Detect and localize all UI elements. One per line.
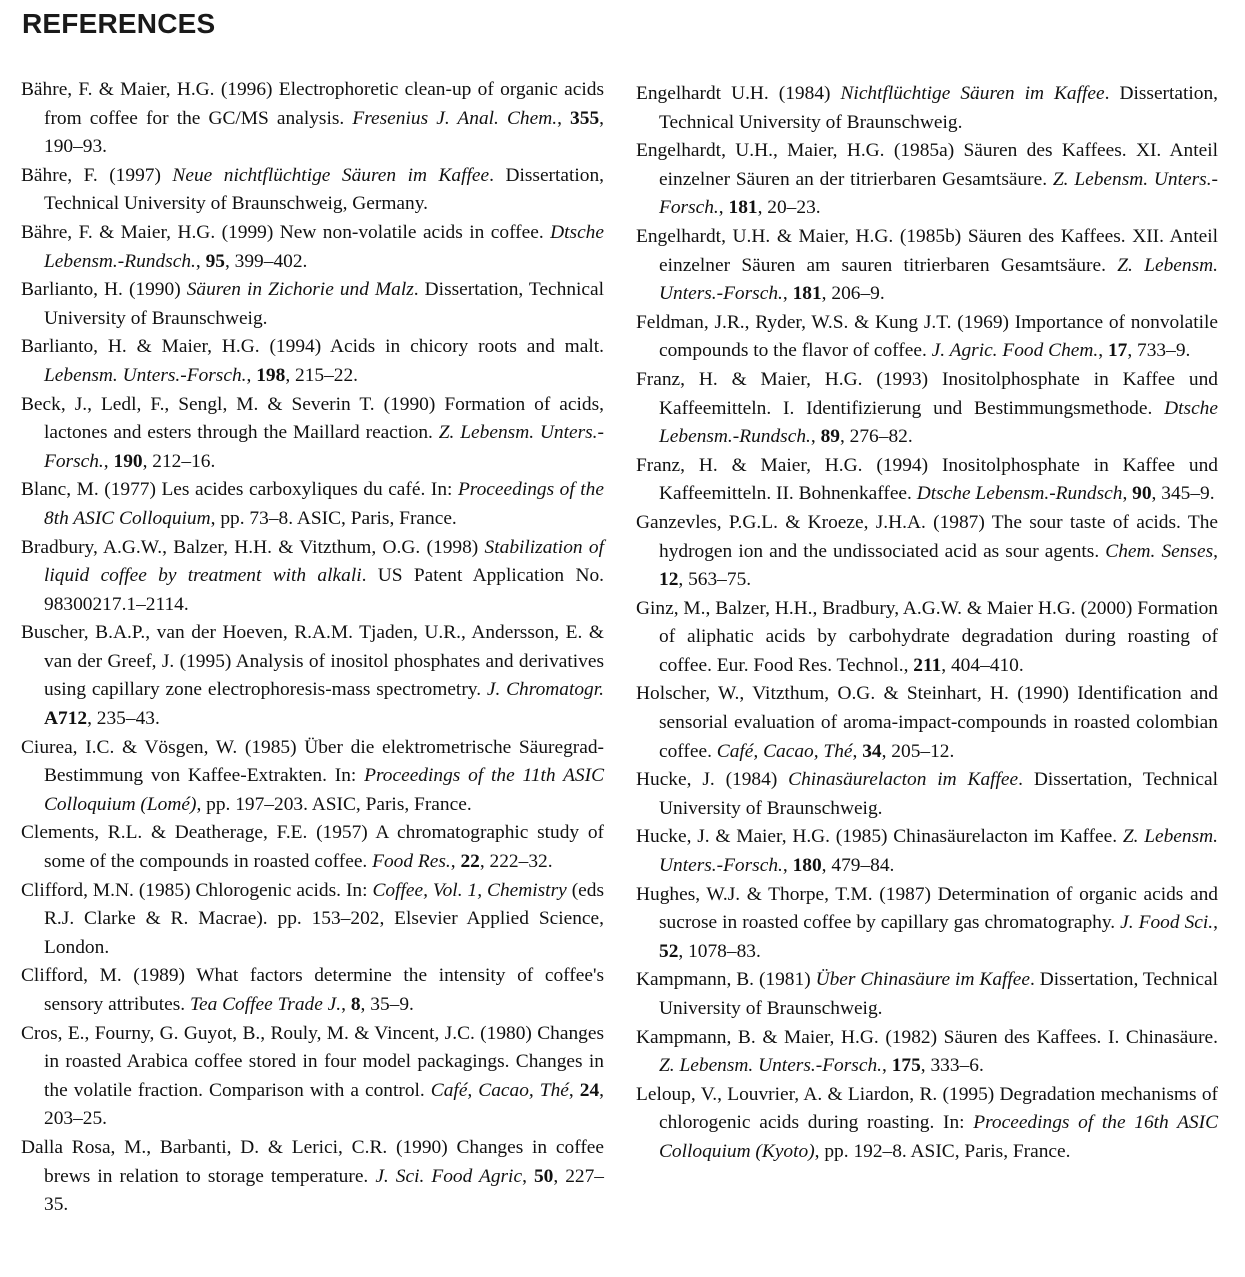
reference-italic-segment: Z. Lebensm. Unters.-Forsch.: [659, 168, 1218, 219]
reference-text: Kampmann, B. (1981): [636, 969, 816, 991]
reference-italic-segment: Z. Lebensm. Unters.-Forsch.: [659, 1055, 882, 1077]
reference-italic-segment: J. Food Sci.: [1120, 912, 1214, 934]
reference-volume: 181: [728, 197, 758, 219]
reference-text: Engelhardt, U.H., Maier, H.G. (1985a) Säuren des Kaffees. XI. Anteil einzelner Säuren an der titrierbaren Gesamtsäure.: [636, 140, 1218, 190]
reference-italic-segment: Z. Lebensm. Unters.-Forsch.: [44, 422, 604, 472]
reference-entry: [636, 881, 1218, 967]
reference-text: Bähre, F. & Maier, H.G. (1996) Electrophoretic clean-up of organic acids from coffee for the GC/MS analysis.: [21, 79, 604, 129]
reference-text: Hucke, J. (1984): [636, 769, 789, 791]
reference-entry: [21, 276, 604, 333]
reference-text: ,: [718, 197, 729, 219]
reference-italic-segment: Z. Lebensm. Unters.-Forsch.: [659, 254, 1219, 305]
reference-italic-segment: Säuren in Zichorie und Malz: [186, 279, 414, 301]
reference-volume: 34: [862, 740, 882, 762]
reference-volume: A712: [44, 708, 88, 730]
reference-text: , 399–402.: [224, 250, 308, 272]
reference-italic-segment: Food Res.: [372, 851, 451, 873]
reference-text: , pp. 197–203. ASIC, Paris, France.: [196, 793, 472, 815]
reference-entry: [636, 823, 1218, 880]
reference-text: . Dissertation, Technical University of Braunschweig.: [659, 83, 1219, 133]
reference-text: , 222–32.: [479, 851, 553, 873]
reference-italic-segment: Dtsche Lebensm.-Rundsch.: [44, 221, 604, 272]
reference-text: ,: [1213, 912, 1218, 934]
reference-text: , 563–75.: [678, 569, 752, 591]
reference-text: ,: [522, 1165, 534, 1187]
reference-text: , 205–12.: [881, 740, 955, 762]
reference-text: , pp. 73–8. ASIC, Paris, France.: [210, 507, 457, 529]
reference-entry: [636, 595, 1218, 681]
reference-entry: [636, 509, 1218, 595]
reference-text: Clifford, M.N. (1985) Chlorogenic acids. In:: [21, 879, 373, 901]
reference-volume: 17: [1107, 340, 1128, 362]
reference-volume: 89: [820, 426, 840, 448]
reference-text: . US Patent Application No. 98300217.1–2114.: [44, 565, 604, 615]
reference-italic-segment: J. Sci. Food Agric: [375, 1165, 523, 1187]
reference-text: ,: [103, 450, 114, 472]
reference-text: . Dissertation, Technical University of Braunschweig.: [659, 769, 1218, 819]
reference-text: ,: [1122, 483, 1133, 505]
reference-entry: [636, 366, 1218, 452]
reference-italic-segment: Dtsche Lebensm.-Rundsch.: [659, 397, 1218, 448]
reference-volume: 8: [350, 994, 361, 1015]
reference-text: Bradbury, A.G.W., Balzer, H.H. & Vitzthum, O.G. (1998): [21, 536, 485, 558]
reference-italic-segment: Tea Coffee Trade J.: [189, 994, 342, 1015]
reference-entry: [21, 391, 604, 477]
reference-italic-segment: Lebensm. Unters.-Forsch.: [44, 364, 247, 386]
reference-entry: [21, 76, 604, 162]
reference-text: , 215–22.: [285, 364, 359, 386]
reference-text: Hughes, W.J. & Thorpe, T.M. (1987) Determination of organic acids and sucrose in roasted coffee by capillary gas chromatography.: [636, 883, 1218, 934]
reference-entry: [21, 619, 604, 733]
page-title: REFERENCES: [22, 8, 216, 39]
reference-text: . Dissertation, Technical University of Braunschweig.: [44, 279, 605, 329]
reference-text: Franz, H. & Maier, H.G. (1994) Inositolphosphate in Kaffee und Kaffeemitteln. II. Bohnenkaffee.: [636, 454, 1218, 505]
reference-text: ,: [1213, 540, 1218, 562]
reference-italic-segment: J. Chromatogr.: [486, 679, 604, 701]
reference-text: Engelhardt U.H. (1984): [636, 83, 841, 104]
reference-entry: [21, 877, 604, 963]
reference-volume: 95: [205, 250, 225, 272]
reference-italic-segment: Café, Cacao, Thé: [430, 1079, 569, 1101]
reference-text: Holscher, W., Vitzthum, O.G. & Steinhart, H. (1990) Identification and sensorial evaluation of aroma-impact-compounds in roasted colombian coffee.: [636, 683, 1218, 762]
reference-text: , 35–9.: [360, 994, 414, 1015]
reference-volume: 52: [659, 940, 679, 962]
reference-italic-segment: Stabilization of liquid coffee by treatment with alkali: [44, 536, 604, 587]
reference-text: (eds R.J. Clarke & R. Macrae). pp. 153–202, Elsevier Applied Science, London.: [44, 879, 605, 958]
reference-text: ,: [782, 283, 793, 305]
reference-text: . Dissertation, Technical University of Braunschweig, Germany.: [44, 164, 605, 215]
reference-text: Feldman, J.R., Ryder, W.S. & Kung J.T. (1969) Importance of nonvolatile compounds to the flavor of coffee.: [636, 311, 1218, 362]
reference-italic-segment: Café, Cacao, Thé: [716, 740, 853, 762]
reference-text: Beck, J., Ledl, F., Sengl, M. & Severin T. (1990) Formation of acids, lactones and esters through the Maillard reaction.: [21, 393, 604, 444]
reference-text: Franz, H. & Maier, H.G. (1993) Inositolphosphate in Kaffee und Kaffeemitteln. I. Identifizierung und Bestimmungsmethode.: [636, 368, 1218, 419]
reference-italic-segment: Proceedings of the 8th ASIC Colloquium: [44, 479, 604, 529]
reference-volume: 175: [891, 1055, 921, 1077]
reference-entry: [21, 1020, 604, 1134]
reference-volume: 180: [792, 855, 822, 877]
reference-text: , 20–23.: [757, 197, 821, 219]
reference-text: Dalla Rosa, M., Barbanti, D. & Lerici, C.R. (1990) Changes in coffee brews in relation to storage temperature.: [21, 1136, 604, 1187]
reference-volume: 22: [460, 851, 480, 873]
reference-text: , 479–84.: [821, 855, 895, 877]
reference-entry: [21, 819, 604, 876]
reference-text: ,: [810, 426, 821, 448]
reference-italic-segment: Proceedings of the 11th ASIC Colloquium (Lomé): [44, 765, 604, 815]
reference-entry: [636, 223, 1218, 309]
reference-italic-segment: Dtsche Lebensm.-Rundsch: [916, 483, 1123, 505]
reference-volume: 211: [913, 654, 942, 676]
reference-text: , 733–9.: [1127, 340, 1191, 362]
reference-text: , 203–25.: [44, 1079, 604, 1130]
reference-entry: [636, 766, 1218, 823]
reference-entry: [21, 1134, 604, 1220]
reference-text: Ciurea, I.C. & Vösgen, W. (1985) Über die elektrometrische Säuregrad-Bestimmung von Kaffee-Extrakten. In:: [21, 736, 604, 787]
reference-text: Cros, E., Fourny, G. Guyot, B., Rouly, M. & Vincent, J.C. (1980) Changes in roasted Arabica coffee stored in four model packagings. Changes in the volatile fraction. Comparison with a control.: [21, 1022, 604, 1101]
reference-text: Leloup, V., Louvrier, A. & Liardon, R. (1995) Degradation mechanisms of chlorogenic acids during roasting. In:: [636, 1083, 1218, 1134]
reference-entry: [21, 534, 604, 620]
reference-volume: 90: [1132, 483, 1152, 505]
reference-text: Clements, R.L. & Deatherage, F.E. (1957) A chromatographic study of some of the compounds in roasted coffee.: [21, 822, 604, 873]
reference-text: , pp. 192–8. ASIC, Paris, France.: [814, 1140, 1071, 1162]
reference-text: ,: [557, 107, 571, 129]
reference-text: ,: [450, 851, 461, 873]
reference-entry: [636, 137, 1218, 223]
reference-volume: 12: [659, 569, 679, 591]
reference-entry: [21, 476, 604, 533]
reference-text: Bähre, F. & Maier, H.G. (1999) New non-volatile acids in coffee.: [21, 221, 551, 243]
reference-text: Clifford, M. (1989) What factors determine the intensity of coffee's sensory attributes.: [21, 965, 604, 1015]
reference-text: Engelhardt, U.H. & Maier, H.G. (1985b) Säuren des Kaffees. XII. Anteil einzelner Säuren am sauren titrierbaren Gesamtsäure.: [636, 225, 1218, 276]
reference-entry: [636, 309, 1218, 366]
reference-text: , 206–9.: [821, 283, 885, 305]
reference-text: , 190–93.: [44, 107, 604, 158]
reference-text: ,: [568, 1079, 580, 1101]
reference-text: , 404–410.: [941, 654, 1024, 676]
reference-text: Barlianto, H. & Maier, H.G. (1994) Acids in chicory roots and malt.: [21, 336, 604, 358]
reference-text: ,: [246, 364, 257, 386]
reference-entry: [636, 452, 1218, 509]
reference-entry: [21, 219, 604, 276]
reference-entry: [21, 962, 604, 1019]
reference-italic-segment: Fresenius J. Anal. Chem.: [352, 107, 558, 129]
reference-text: ,: [782, 855, 793, 877]
reference-italic-segment: Neue nichtflüchtige Säuren im Kaffee: [172, 164, 490, 186]
reference-volume: 181: [792, 283, 822, 305]
reference-text: , 227–35.: [44, 1165, 605, 1216]
reference-italic-segment: Chem. Senses: [1105, 540, 1214, 562]
reference-volume: 355: [570, 107, 600, 129]
reference-italic-segment: Chinasäurelacton im Kaffee: [788, 769, 1019, 791]
reference-volume: 50: [533, 1165, 554, 1187]
reference-text: , 235–43.: [87, 708, 160, 730]
reference-volume: 24: [579, 1079, 600, 1101]
reference-text: Buscher, B.A.P., van der Hoeven, R.A.M. Tjaden, U.R., Andersson, E. & van der Greef, J. (1995) Analysis of inositol phosphates and derivatives using capillary zone electrophoresis-mass spectrometry.: [21, 622, 604, 701]
reference-italic-segment: Z. Lebensm. Unters.-Forsch.: [659, 826, 1219, 877]
reference-volume: 190: [113, 450, 143, 472]
references-column-right: [636, 80, 1218, 1167]
reference-text: Hucke, J. & Maier, H.G. (1985) Chinasäurelacton im Kaffee.: [636, 826, 1123, 848]
reference-entry: [21, 333, 604, 390]
reference-entry: [636, 1024, 1218, 1081]
reference-text: , 276–82.: [839, 426, 913, 448]
reference-text: Bähre, F. (1997): [21, 164, 173, 186]
reference-italic-segment: Proceedings of the 16th ASIC Colloquium (Kyoto): [659, 1112, 1218, 1162]
reference-entry: [21, 734, 604, 820]
reference-entry: [21, 162, 604, 219]
reference-entry: [636, 80, 1218, 137]
reference-entry: [636, 1081, 1218, 1167]
reference-italic-segment: Über Chinasäure im Kaffee: [815, 969, 1030, 991]
reference-text: Ganzevles, P.G.L. & Kroeze, J.H.A. (1987) The sour taste of acids. The hydrogen ion and the undissociated acid as sour agents.: [636, 511, 1218, 562]
reference-text: , 212–16.: [142, 450, 216, 472]
reference-text: ,: [881, 1055, 892, 1077]
reference-italic-segment: J. Agric. Food Chem.: [931, 340, 1099, 362]
reference-text: , 333–6.: [920, 1055, 984, 1077]
reference-italic-segment: Nichtflüchtige Säuren im Kaffee: [840, 83, 1105, 104]
reference-text: Blanc, M. (1977) Les acides carboxyliques du café. In:: [21, 479, 458, 501]
reference-text: ,: [852, 740, 863, 762]
reference-text: , 345–9.: [1151, 483, 1215, 505]
reference-text: Kampmann, B. & Maier, H.G. (1982) Säuren des Kaffees. I. Chinasäure.: [636, 1026, 1218, 1048]
reference-text: ,: [1098, 340, 1108, 362]
reference-text: ,: [341, 994, 351, 1015]
reference-entry: [636, 966, 1218, 1023]
reference-text: . Dissertation, Technical University of Braunschweig.: [659, 969, 1218, 1019]
reference-text: ,: [195, 250, 206, 272]
reference-text: , 1078–83.: [678, 940, 761, 962]
reference-text: Barlianto, H. (1990): [21, 279, 187, 301]
reference-italic-segment: Coffee, Vol. 1, Chemistry: [372, 879, 567, 901]
references-column-left: [21, 76, 604, 1220]
reference-entry: [636, 680, 1218, 766]
reference-volume: 198: [256, 364, 286, 386]
reference-text: Ginz, M., Balzer, H.H., Bradbury, A.G.W. & Maier H.G. (2000) Formation of aliphatic acids by carbohydrate degradation during roasting of coffee. Eur. Food Res. Technol.,: [636, 597, 1218, 676]
